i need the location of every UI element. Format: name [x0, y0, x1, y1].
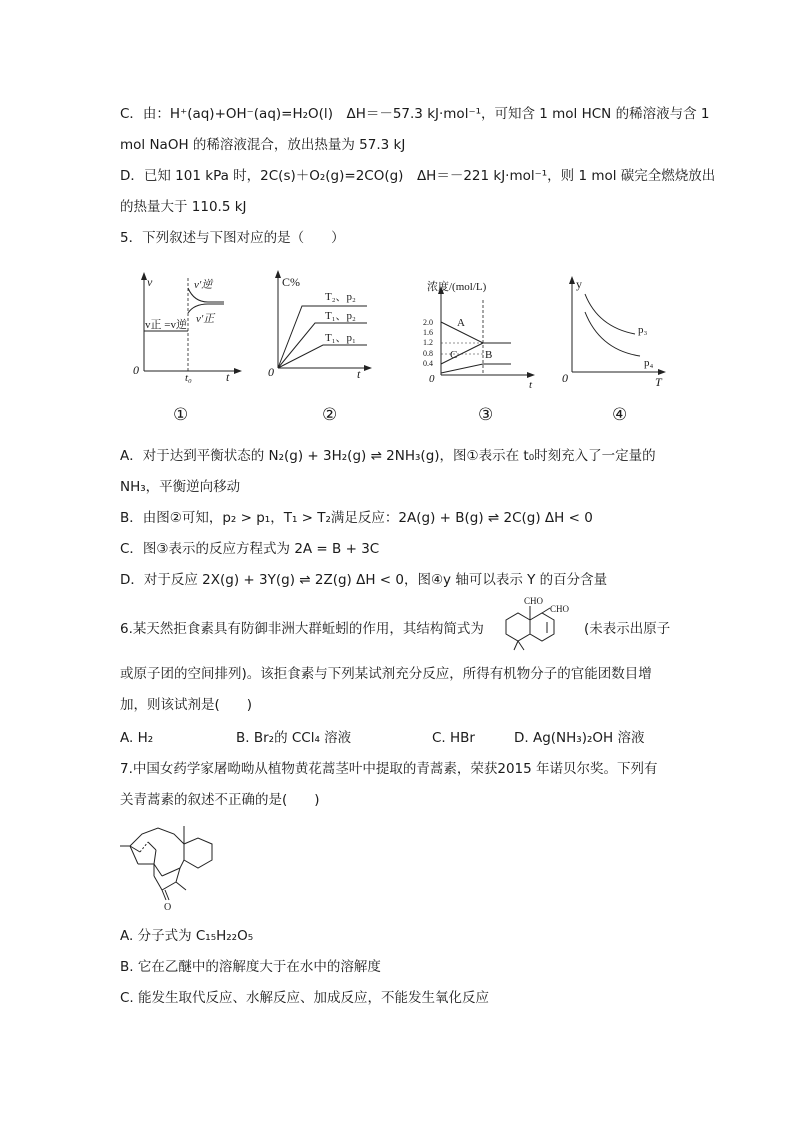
- g2-series-2: T₁、p₂: [325, 310, 356, 322]
- g1-xlabel: t: [226, 370, 230, 384]
- g2-xlabel: t: [357, 367, 361, 381]
- g1-up-label: v′逆: [194, 279, 213, 291]
- q6-structure: [494, 594, 578, 668]
- q6-line2: 或原子团的空间排列)。该拒食素与下列某试剂充分反应，所得有机物分子的官能团数目增: [120, 666, 652, 682]
- g1-origin: 0: [133, 363, 139, 377]
- caption-4: ④: [612, 405, 628, 425]
- option-d-line1: D．已知 101 kPa 时，2C(s)＋O₂(g)=2CO(g) ΔH＝－221 kJ·mol⁻¹，则 1 mol 碳完全燃烧放出: [120, 168, 716, 184]
- g4-origin: 0: [562, 371, 568, 385]
- q5-option-c: C．图③表示的反应方程式为 2A = B + 3C: [120, 541, 380, 557]
- g3-ytick-5: 0.4: [423, 359, 433, 368]
- g4-series-2: p₄: [644, 357, 654, 369]
- g3-origin: 0: [429, 373, 435, 385]
- q5-option-b: B．由图②可知，p₂ > p₁，T₁ > T₂满足反应：2A(g) + B(g) ⇌ 2C(g) ΔH < 0: [120, 510, 593, 526]
- q6-group-1: CHO: [524, 596, 544, 606]
- g3-ytick-2: 1.6: [423, 328, 433, 337]
- graph-3: [413, 270, 538, 390]
- g2-origin: 0: [268, 365, 274, 379]
- q7-option-b: B. 它在乙醚中的溶解度大于在水中的溶解度: [120, 959, 381, 975]
- q5-option-a-line2: NH₃，平衡逆向移动: [120, 479, 241, 495]
- g3-ytick-4: 0.8: [423, 349, 433, 358]
- q7-option-a: A. 分子式为 C₁₅H₂₂O₅: [120, 928, 254, 944]
- caption-3: ③: [478, 405, 494, 425]
- q6-option-a: A. H₂: [120, 730, 154, 746]
- g3-label-a: A: [457, 317, 465, 329]
- g4-series-1: p₃: [638, 324, 648, 336]
- g3-ytick-1: 2.0: [423, 318, 433, 327]
- option-c-line1: C．由：H⁺(aq)+OH⁻(aq)=H₂O(l) ΔH＝－57.3 kJ·mol⁻¹，可知含 1 mol HCN 的稀溶液与含 1: [120, 106, 710, 122]
- g4-xlabel: T: [655, 375, 662, 387]
- q6-option-b: B. Br₂的 CCl₄ 溶液: [236, 730, 352, 746]
- q5-option-d: D．对于反应 2X(g) + 3Y(g) ⇌ 2Z(g) ΔH < 0，图④y 轴可以表示 Y 的百分含量: [120, 572, 608, 588]
- q7-structure: [118, 818, 228, 913]
- q7-line1: 7.中国女药学家屠呦呦从植物黄花蒿茎叶中提取的青蒿素，荣获2015 年诺贝尔奖。下列有: [120, 761, 658, 777]
- option-d-line2: 的热量大于 110.5 kJ: [120, 199, 247, 215]
- graph-2: [265, 268, 375, 383]
- g3-ylabel: 浓度/(mol/L): [427, 281, 487, 293]
- q6-line1b: (未表示出原子: [584, 621, 671, 637]
- g3-label-b: B: [485, 349, 493, 361]
- q6-line3: 加，则该试剂是( ): [120, 697, 253, 713]
- g2-ylabel: C%: [282, 275, 300, 289]
- question-5-stem: 5．下列叙述与下图对应的是（ ）: [120, 230, 345, 246]
- q7-carbonyl-oxygen: O: [164, 902, 172, 913]
- g1-xtick: t₀: [185, 372, 192, 384]
- option-c-line2: mol NaOH 的稀溶液混合，放出热量为 57.3 kJ: [120, 137, 406, 153]
- g3-ytick-3: 1.2: [423, 338, 433, 347]
- graph-1: [130, 268, 245, 388]
- q6-line1a: 6.某天然拒食素具有防御非洲大群蚯蚓的作用，其结构简式为: [120, 621, 484, 637]
- q7-option-c: C. 能发生取代反应、水解反应、加成反应，不能发生氧化反应: [120, 990, 490, 1006]
- g2-series-1: T₂、p₂: [325, 291, 356, 303]
- g3-label-c: C: [450, 349, 458, 361]
- q5-option-a-line1: A．对于达到平衡状态的 N₂(g) + 3H₂(g) ⇌ 2NH₃(g)，图①表示在 t₀时刻充入了一定量的: [120, 448, 656, 464]
- g2-series-3: T₁、p₁: [325, 332, 356, 344]
- caption-2: ②: [322, 405, 338, 425]
- g4-ylabel: y: [576, 277, 582, 291]
- caption-1: ①: [173, 405, 189, 425]
- q6-group-2: CHO: [550, 604, 570, 614]
- g1-ylabel: v: [147, 275, 153, 289]
- q7-line2: 关青蒿素的叙述不正确的是( ): [120, 792, 320, 808]
- g1-eq-label: v正 =v逆: [145, 319, 187, 331]
- g3-xlabel: t: [529, 379, 533, 390]
- graph-4: [560, 272, 670, 387]
- g1-down-label: v′正: [196, 313, 215, 325]
- q6-option-c: C. HBr: [432, 730, 475, 746]
- q6-option-d: D. Ag(NH₃)₂OH 溶液: [514, 730, 645, 746]
